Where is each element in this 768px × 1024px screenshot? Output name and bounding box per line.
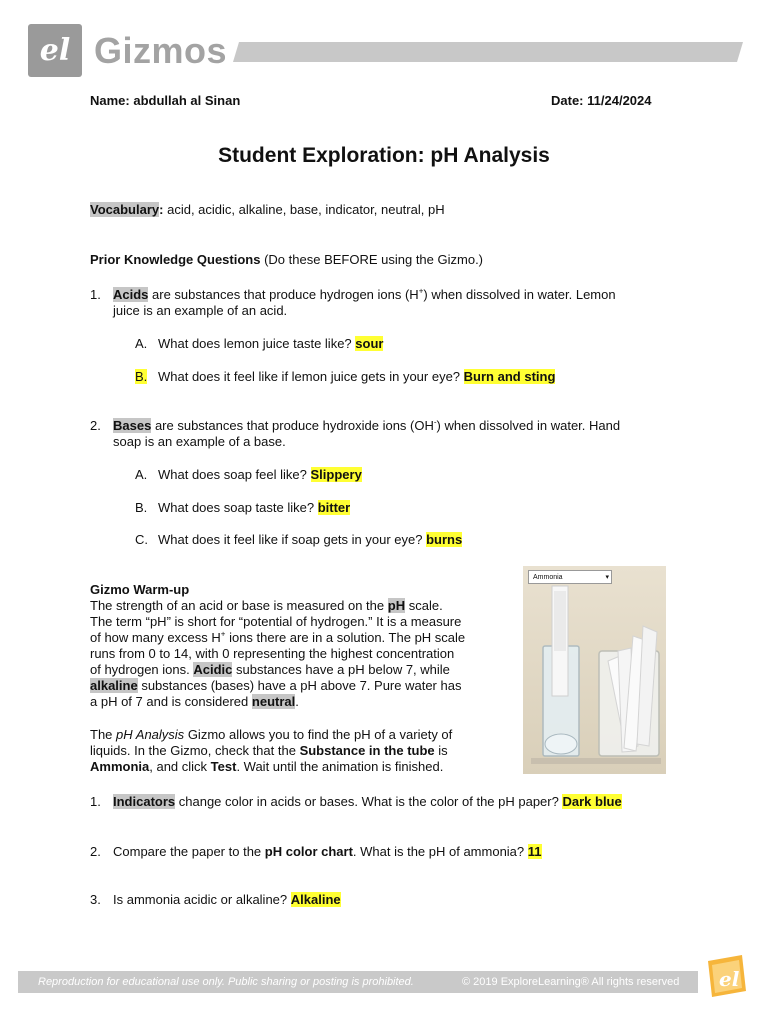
q2-text2: ) when dissolved in water. Hand bbox=[436, 418, 621, 433]
q2-number: 2. bbox=[90, 418, 101, 433]
w2-l1b: Gizmo allows you to find the pH of a variety of bbox=[187, 727, 453, 742]
q2a-answer: Slippery bbox=[310, 467, 362, 482]
vocabulary-terms: acid, acidic, alkaline, base, indicator, neutral, pH bbox=[167, 202, 445, 217]
q2b bbox=[158, 500, 350, 516]
q1b-letter-text: B. bbox=[135, 369, 148, 384]
footer-copyright: © 2019 ExploreLearning® All rights reserved bbox=[462, 976, 680, 988]
wq1-answer: Dark blue bbox=[562, 794, 622, 809]
q2a-letter: A. bbox=[135, 467, 148, 482]
w2-l3k2: Test bbox=[210, 759, 237, 774]
q2b-answer: bitter bbox=[317, 500, 351, 515]
date-label: Date: bbox=[551, 93, 584, 108]
prior-heading: Prior Knowledge Questions bbox=[90, 252, 261, 267]
q1-keyword: Acids bbox=[113, 287, 149, 302]
name-label: Name: bbox=[90, 93, 130, 108]
w-l7a: a pH of 7 and is considered bbox=[90, 694, 249, 709]
q2b-question: What does soap taste like? bbox=[158, 500, 315, 515]
wq2 bbox=[113, 844, 542, 860]
brand-name: Gizmos bbox=[94, 30, 228, 71]
wq3-text: Is ammonia acidic or alkaline? bbox=[113, 892, 288, 907]
w-l7k: neutral bbox=[251, 694, 296, 709]
wq2-text-b: . What is the pH of ammonia? bbox=[352, 844, 525, 859]
w2-l3k1: Ammonia bbox=[90, 759, 150, 774]
w-l5b: substances have a pH below 7, while bbox=[236, 662, 450, 677]
w2-l3a: , and click bbox=[149, 759, 208, 774]
q1-line1 bbox=[113, 287, 616, 303]
w2-l1i: pH Analysis bbox=[116, 727, 185, 742]
gizmo-screenshot bbox=[523, 566, 666, 774]
warmup-paragraph-1 bbox=[90, 598, 510, 710]
w-l3a: of how many excess H bbox=[90, 630, 221, 645]
wq1 bbox=[113, 794, 622, 810]
wq2-bold: pH color chart bbox=[264, 844, 353, 859]
q2-line2: soap is an example of a base. bbox=[113, 434, 286, 449]
student-name bbox=[90, 93, 240, 109]
q1-number: 1. bbox=[90, 287, 101, 302]
name-value: abdullah al Sinan bbox=[133, 93, 241, 108]
q1a-answer: sour bbox=[355, 336, 384, 351]
substance-dropdown-value: Ammonia bbox=[533, 574, 563, 581]
w-l1a: The strength of an acid or base is measured on the bbox=[90, 598, 385, 613]
footer-notice: Reproduction for educational use only. Public sharing or posting is prohibited. bbox=[38, 976, 414, 988]
q2-keyword: Bases bbox=[113, 418, 152, 433]
date bbox=[551, 93, 652, 109]
q1a-question: What does lemon juice taste like? bbox=[158, 336, 352, 351]
wq3 bbox=[113, 892, 341, 908]
q1b bbox=[158, 369, 555, 385]
q2b-letter: B. bbox=[135, 500, 148, 515]
w-l7b: . bbox=[295, 694, 299, 709]
wq3-number: 3. bbox=[90, 892, 101, 907]
prior-knowledge-heading bbox=[90, 252, 483, 268]
wq2-text-a: Compare the paper to the bbox=[113, 844, 262, 859]
w-l3sup: + bbox=[220, 629, 226, 639]
chevron-down-icon: ▾ bbox=[605, 574, 609, 581]
warmup-line-5 bbox=[90, 662, 510, 678]
warmup-paragraph-2 bbox=[90, 727, 510, 775]
q2-line1 bbox=[113, 418, 620, 434]
q2c-letter: C. bbox=[135, 532, 148, 547]
w2-l1a: The bbox=[90, 727, 113, 742]
header-bar bbox=[233, 42, 743, 62]
warmup-line-3 bbox=[90, 630, 510, 646]
vocabulary-colon: : bbox=[159, 202, 164, 217]
w-l3b: ions there are in a solution. The pH scale bbox=[229, 630, 466, 645]
w-l6b: substances (bases) have a pH above 7. Pure water has bbox=[141, 678, 462, 693]
q1b-question: What does it feel like if lemon juice gets in your eye? bbox=[158, 369, 461, 384]
w2-l2a: liquids. In the Gizmo, check that the bbox=[90, 743, 296, 758]
q1b-letter bbox=[135, 369, 147, 385]
q1a-letter: A. bbox=[135, 336, 148, 351]
explorelearning-logo-icon bbox=[702, 953, 748, 999]
warmup-line-2: The term “pH” is short for “potential of hydrogen.” It is a measure bbox=[90, 614, 462, 629]
warmup-line-1 bbox=[90, 598, 510, 614]
q2a bbox=[158, 467, 362, 483]
warmup-line-6 bbox=[90, 678, 510, 694]
w2-l2b: is bbox=[438, 743, 448, 758]
prior-note: (Do these BEFORE using the Gizmo.) bbox=[264, 252, 484, 267]
w-l1k: pH bbox=[387, 598, 406, 613]
warmup-line-7 bbox=[90, 694, 510, 710]
w2-l2k: Substance in the tube bbox=[299, 743, 435, 758]
wq2-number: 2. bbox=[90, 844, 101, 859]
wq1-text: change color in acids or bases. What is the color of the pH paper? bbox=[178, 794, 559, 809]
q1a bbox=[158, 336, 383, 352]
w-l5a: of hydrogen ions. bbox=[90, 662, 190, 677]
q2c-question: What does it feel like if soap gets in your eye? bbox=[158, 532, 423, 547]
wq2-answer: 11 bbox=[527, 844, 542, 859]
vocabulary-label: Vocabulary bbox=[90, 202, 160, 217]
q1-text1: are substances that produce hydrogen ions (H bbox=[152, 287, 419, 302]
warmup2-line-1 bbox=[90, 727, 510, 743]
wq3-answer: Alkaline bbox=[290, 892, 341, 907]
q1-sup: + bbox=[418, 286, 424, 296]
test-tube-illustration bbox=[523, 566, 666, 774]
page-title: Student Exploration: pH Analysis bbox=[218, 144, 550, 167]
q1-text2: ) when dissolved in water. Lemon bbox=[423, 287, 616, 302]
wq1-number: 1. bbox=[90, 794, 101, 809]
vocabulary bbox=[90, 202, 445, 218]
w-l6k: alkaline bbox=[90, 678, 138, 693]
w2-l3b: . Wait until the animation is finished. bbox=[236, 759, 444, 774]
w-l5k: Acidic bbox=[193, 662, 233, 677]
q2c-answer: burns bbox=[426, 532, 463, 547]
date-value: 11/24/2024 bbox=[587, 93, 652, 108]
q2a-question: What does soap feel like? bbox=[158, 467, 307, 482]
q2-sup: - bbox=[433, 417, 437, 427]
w-l1b: scale. bbox=[408, 598, 443, 613]
q2c bbox=[158, 532, 462, 548]
q1-line2: juice is an example of an acid. bbox=[113, 303, 288, 318]
logo-mark: el bbox=[39, 33, 71, 68]
q1b-answer: Burn and sting bbox=[463, 369, 556, 384]
wq1-keyword: Indicators bbox=[113, 794, 176, 809]
q2-text1: are substances that produce hydroxide ions (OH bbox=[154, 418, 434, 433]
warmup-line-4: runs from 0 to 14, with 0 representing the highest concentration bbox=[90, 646, 455, 661]
gizmos-logo bbox=[28, 24, 82, 77]
warmup-heading: Gizmo Warm-up bbox=[90, 582, 190, 597]
warmup2-line-3 bbox=[90, 759, 510, 775]
svg-text:el: el bbox=[719, 967, 740, 991]
warmup2-line-2 bbox=[90, 743, 510, 759]
